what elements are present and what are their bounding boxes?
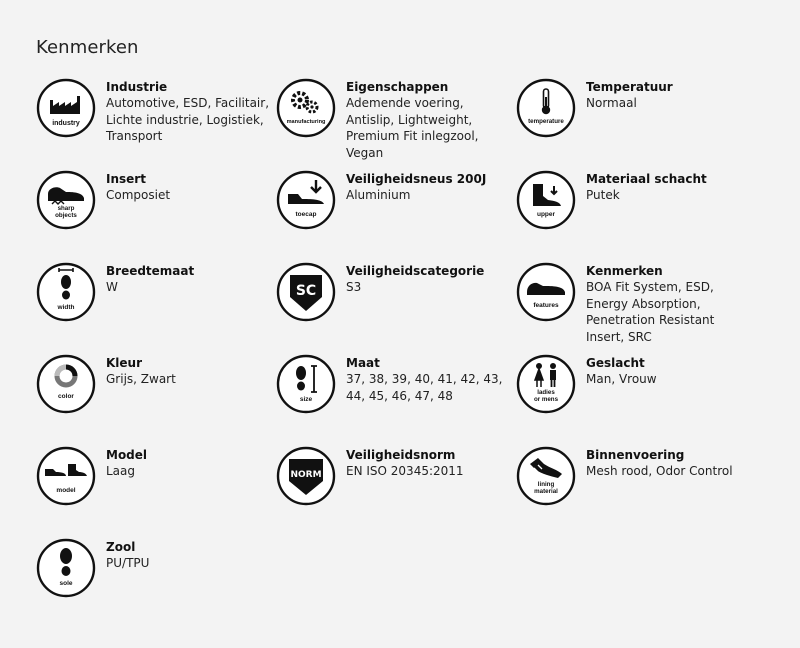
feature-label: Veiligheidsnorm xyxy=(346,448,456,462)
icon-caption: objects xyxy=(55,212,77,219)
icon-caption: sole xyxy=(59,580,73,587)
icon-caption: model xyxy=(56,487,76,494)
feature-item xyxy=(516,446,766,538)
feature-label: Industrie xyxy=(106,80,168,94)
feature-item xyxy=(516,170,766,262)
feature-label: Insert xyxy=(106,172,146,186)
sole-icon xyxy=(36,538,96,598)
feature-item xyxy=(36,354,276,446)
feature-value: Automotive, ESD, Facilitair, Lichte industrie, Logistiek, Transport xyxy=(106,96,270,143)
feature-value: Normaal xyxy=(586,96,637,110)
feature-text xyxy=(586,354,751,388)
feature-value: Putek xyxy=(586,188,620,202)
feature-value: Man, Vrouw xyxy=(586,372,657,386)
feature-value: Ademende voering, Antislip, Lightweight, Premium Fit inlegzool, Vegan xyxy=(346,96,479,160)
feature-label: Kleur xyxy=(106,356,143,370)
icon-caption: manufacturing xyxy=(286,119,326,125)
feature-value: PU/TPU xyxy=(106,556,150,570)
feature-text xyxy=(106,354,271,388)
feature-value: EN ISO 20345:2011 xyxy=(346,464,464,478)
feature-text xyxy=(346,78,511,161)
feature-item xyxy=(276,262,516,354)
toecap-icon xyxy=(276,170,336,230)
feature-label: Geslacht xyxy=(586,356,645,370)
feature-label: Veiligheidscategorie xyxy=(346,264,485,278)
feature-item xyxy=(36,538,276,630)
model-icon xyxy=(36,446,96,506)
temperature-icon xyxy=(516,78,576,138)
feature-item xyxy=(36,78,276,170)
feature-label: Eigenschappen xyxy=(346,80,449,94)
icon-caption: toecap xyxy=(295,211,317,218)
feature-text xyxy=(106,262,271,296)
features-grid xyxy=(36,78,766,630)
norm-icon xyxy=(276,446,336,506)
feature-value: Aluminium xyxy=(346,188,411,202)
icon-caption: size xyxy=(299,396,313,403)
feature-label: Veiligheidsneus 200J xyxy=(346,172,487,186)
feature-item xyxy=(36,446,276,538)
feature-text xyxy=(106,170,271,204)
feature-text xyxy=(106,78,271,145)
feature-item xyxy=(276,446,516,538)
icon-caption: ladies xyxy=(537,389,555,396)
feature-item xyxy=(516,354,766,446)
icon-caption: upper xyxy=(536,211,556,218)
manufacturing-icon xyxy=(276,78,336,138)
feature-label: Materiaal schacht xyxy=(586,172,707,186)
feature-label: Temperatuur xyxy=(586,80,673,94)
feature-text xyxy=(346,170,511,204)
feature-item xyxy=(276,170,516,262)
feature-item xyxy=(36,262,276,354)
icon-caption: width xyxy=(57,304,75,311)
feature-value: S3 xyxy=(346,280,362,294)
feature-item xyxy=(516,262,766,354)
icon-caption: SC xyxy=(295,283,317,299)
features-icon xyxy=(516,262,576,322)
feature-text xyxy=(346,354,511,404)
feature-value: W xyxy=(106,280,118,294)
icon-caption: material xyxy=(534,488,558,495)
feature-item xyxy=(276,354,516,446)
feature-item xyxy=(516,78,766,170)
feature-item xyxy=(36,170,276,262)
feature-value: Laag xyxy=(106,464,136,478)
feature-text xyxy=(346,262,511,296)
width-icon xyxy=(36,262,96,322)
feature-label: Breedtemaat xyxy=(106,264,195,278)
gender-icon xyxy=(516,354,576,414)
icon-caption: NORM xyxy=(290,470,322,480)
feature-text xyxy=(586,78,751,112)
lining-material-icon xyxy=(516,446,576,506)
feature-text xyxy=(586,446,751,480)
icon-caption: sharp xyxy=(57,205,75,212)
sharp-objects-icon xyxy=(36,170,96,230)
feature-text xyxy=(106,446,271,480)
icon-caption: industry xyxy=(52,120,80,127)
feature-value: BOA Fit System, ESD, Energy Absorption, Penetration Resistant Insert, SRC xyxy=(586,280,715,344)
icon-caption: lining xyxy=(537,481,555,488)
icon-caption: or mens xyxy=(533,396,559,403)
safety-category-icon xyxy=(276,262,336,322)
feature-text xyxy=(346,446,511,480)
feature-label: Kenmerken xyxy=(586,264,663,278)
section-title: Kenmerken xyxy=(36,37,139,58)
feature-label: Binnenvoering xyxy=(586,448,685,462)
feature-value: Grijs, Zwart xyxy=(106,372,176,386)
feature-value: 37, 38, 39, 40, 41, 42, 43, 44, 45, 46, 47, 48 xyxy=(346,372,503,403)
icon-caption: features xyxy=(533,302,559,309)
industry-icon xyxy=(36,78,96,138)
feature-text xyxy=(586,262,751,345)
size-icon xyxy=(276,354,336,414)
feature-label: Model xyxy=(106,448,148,462)
feature-value: Mesh rood, Odor Control xyxy=(586,464,733,478)
color-icon xyxy=(36,354,96,414)
feature-value: Composiet xyxy=(106,188,171,202)
feature-label: Maat xyxy=(346,356,380,370)
feature-label: Zool xyxy=(106,540,136,554)
icon-caption: temperature xyxy=(528,118,564,125)
feature-text xyxy=(586,170,751,204)
icon-caption: color xyxy=(58,393,74,400)
feature-item xyxy=(276,78,516,170)
feature-text xyxy=(106,538,271,572)
upper-icon xyxy=(516,170,576,230)
